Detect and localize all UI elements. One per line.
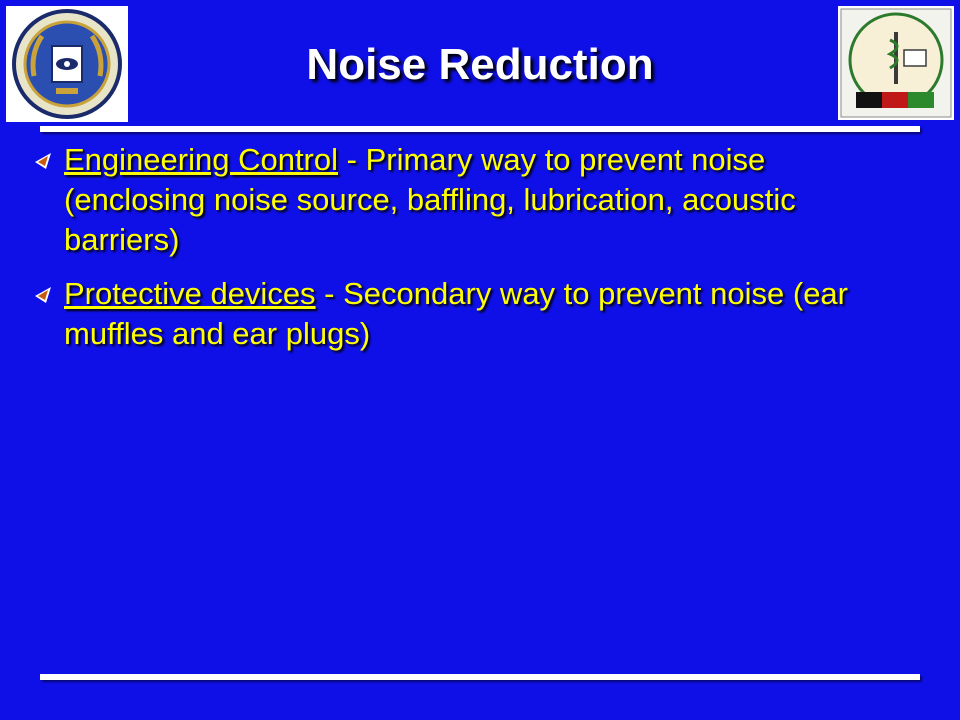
bullet-text: - Secondary way to prevent noise (ear muffles and ear plugs): [64, 276, 848, 351]
slide-title: Noise Reduction: [306, 40, 654, 89]
bullet-term: Protective devices: [64, 276, 316, 311]
bullet-item-protective-devices: [30, 274, 910, 354]
bullet-term: Engineering Control: [64, 142, 339, 177]
bullet-item-engineering-control: [30, 140, 910, 260]
bullet-text: - Primary way to prevent noise (enclosing noise source, baffling, lubrication, acoustic barriers): [64, 142, 796, 257]
bottom-divider: [40, 674, 920, 680]
bullet-arrow-icon: [34, 286, 52, 304]
bullet-arrow-icon: [34, 152, 52, 170]
bullet-list: [30, 140, 910, 368]
top-divider: [40, 126, 920, 132]
